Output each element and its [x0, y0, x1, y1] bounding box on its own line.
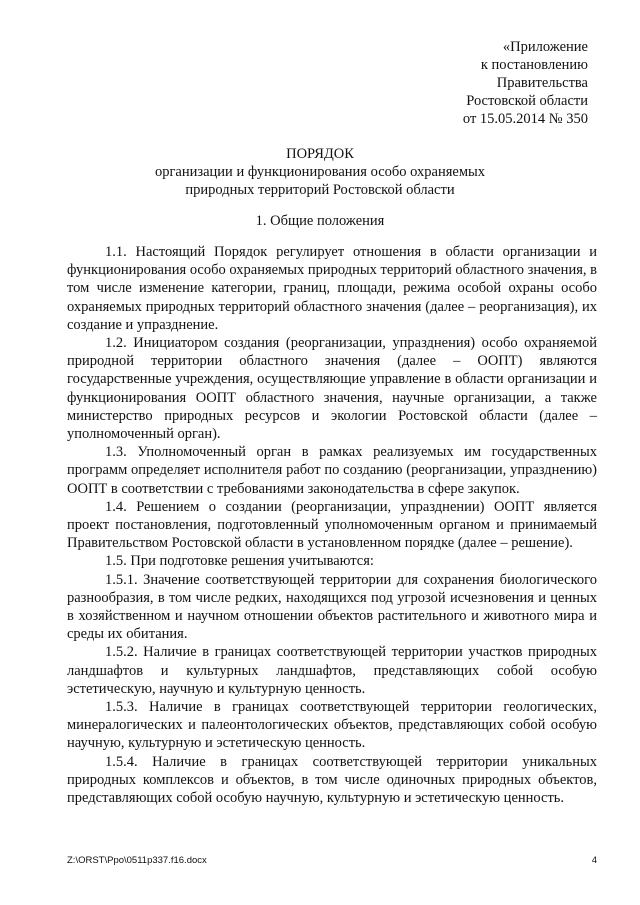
section-heading: 1. Общие положения	[255, 213, 385, 229]
title-heading: ПОРЯДОК	[286, 146, 354, 162]
annex-line: от 15.05.2014 № 350	[462, 111, 588, 127]
page-number: 4	[591, 855, 597, 866]
paragraph: 1.4. Решением о создании (реорганизации, упразднении) ООПТ является проект постановления, подготовленный уполномоченным органом и принимаемый Правительством Ростовской области в установленном порядке (далее – решение).	[67, 498, 597, 552]
paragraph: 1.2. Инициатором создания (реорганизации, упразднения) особо охраняемой природной территории областного значения (далее – ООПТ) являются государственные учреждения, осуществляющие управление в области организации и функционирования ООПТ областного значения, научные организации, а также министерство природных ресурсов и экологии Ростовской области (далее – уполномоченный орган).	[67, 335, 597, 443]
document-body	[67, 243, 597, 807]
paragraph: 1.3. Уполномоченный орган в рамках реализуемых им государственных программ определяет исполнителя работ по созданию (реорганизации, упразднению) ООПТ в соответствии с требованиями законодательства в сфере закупок.	[67, 444, 597, 497]
paragraph: 1.5. При подготовке решения учитываются:	[105, 553, 374, 570]
file-path: Z:\ORST\Ppo\0511p337.f16.docx	[67, 855, 207, 866]
paragraph: 1.5.2. Наличие в границах соответствующей территории участков природных ландшафтов и культурных ландшафтов, представляющих собой особую эстетическую, научную и культурную ценность.	[67, 644, 597, 697]
page-footer	[67, 855, 597, 866]
paragraph: 1.5.4. Наличие в границах соответствующей территории уникальных природных комплексов и объектов, в том числе одиночных природных объектов, представляющих собой особую научную, культурную и эстетическую ценность.	[67, 753, 597, 807]
paragraph: 1.1. Настоящий Порядок регулирует отношения в области организации и функционирования особо охраняемых природных территорий областного значения, в том числе изменение категории, границ, площади, режима особой охраны особо охраняемых природных территорий областного значения (далее – реорганизация), их создание и упразднение.	[67, 244, 597, 333]
annex-block	[463, 38, 588, 128]
annex-line: к постановлению	[480, 57, 588, 73]
annex-line: «Приложение	[502, 39, 588, 55]
title-line: организации и функционирования особо охраняемых	[154, 164, 486, 180]
title-line: природных территорий Ростовской области	[185, 182, 455, 198]
paragraph: 1.5.3. Наличие в границах соответствующей территории геологических, минералогических и палеонтологических объектов, представляющих собой особую научную, культурную и эстетическую ценность.	[67, 699, 597, 752]
annex-line: Ростовской области	[466, 93, 588, 109]
paragraph: 1.5.1. Значение соответствующей территории для сохранения биологического разнообразия, в том числе редких, находящихся под угрозой исчезновения и ценных в хозяйственном и научном отношении объектов растительного и животного мира и среды их обитания.	[67, 571, 597, 643]
document-title	[0, 145, 640, 199]
annex-line: Правительства	[496, 75, 588, 91]
